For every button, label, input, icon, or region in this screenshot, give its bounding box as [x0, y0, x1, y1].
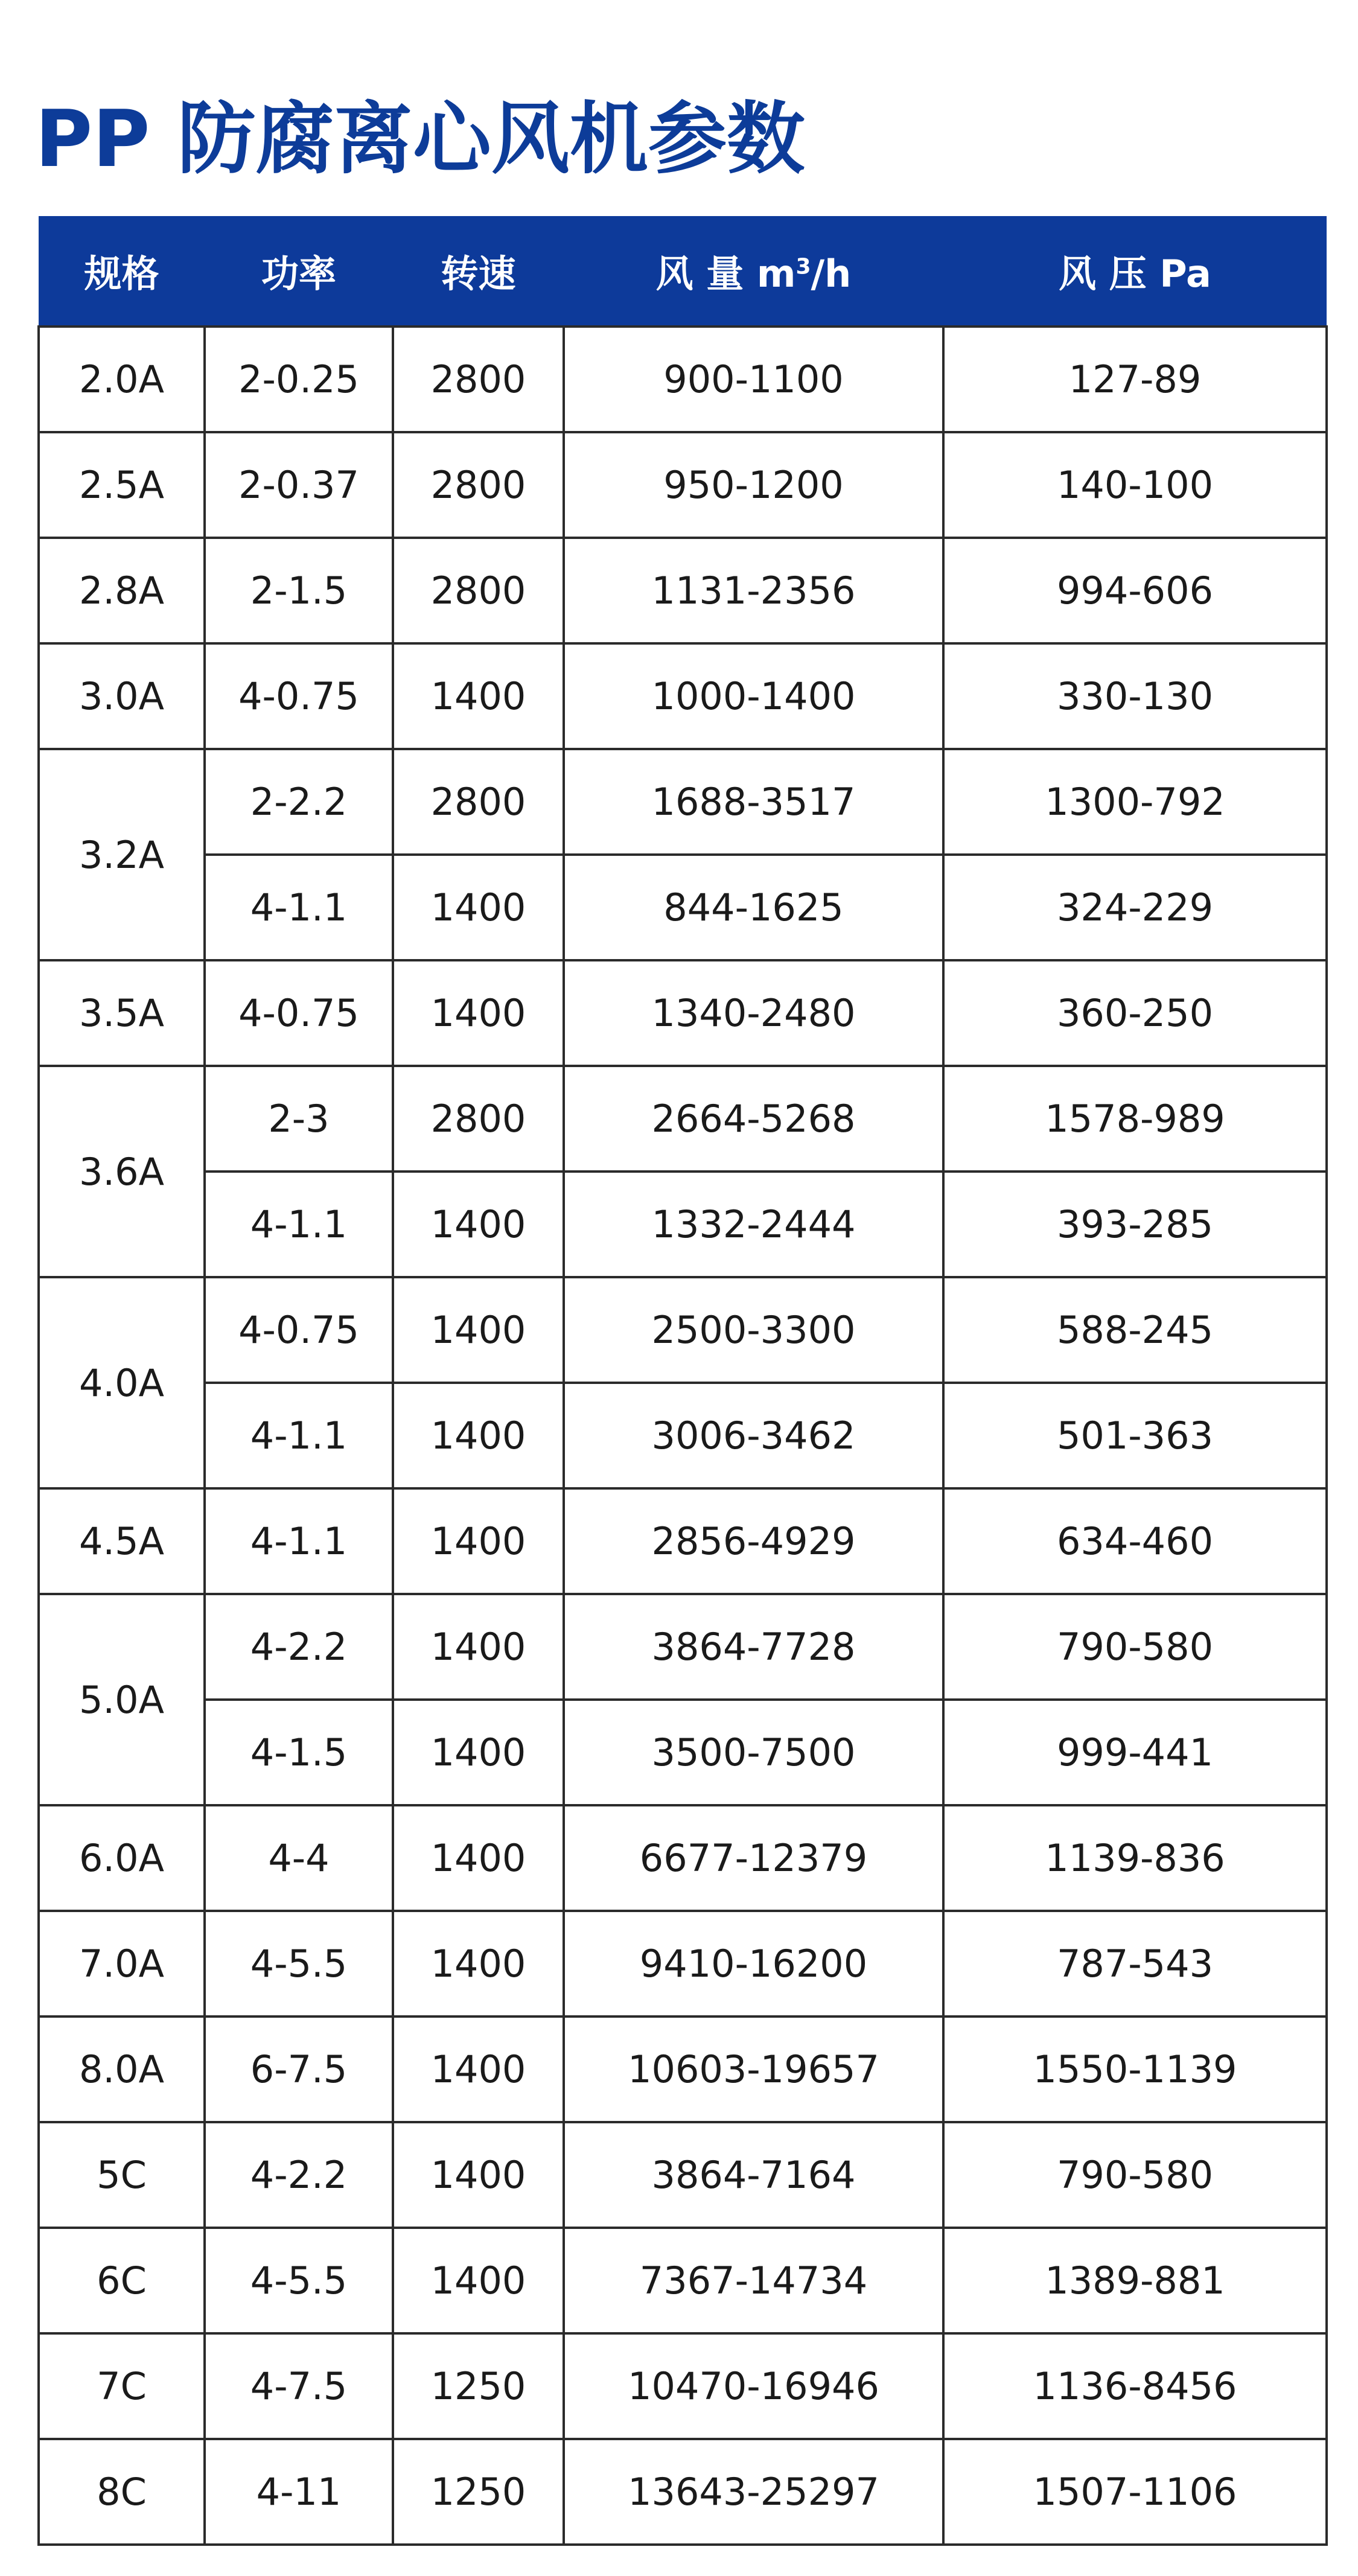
header-power: 功率	[261, 252, 336, 296]
cell-power: 4-11	[205, 2439, 393, 2545]
cell-power: 4-1.1	[205, 855, 393, 960]
cell-airflow: 950-1200	[564, 432, 943, 538]
cell-pressure: 1550-1139	[943, 2016, 1327, 2122]
cell-airflow: 1000-1400	[564, 643, 943, 749]
cell-speed: 1400	[393, 1277, 564, 1383]
cell-airflow: 2664-5268	[564, 1066, 943, 1172]
cell-airflow: 9410-16200	[564, 1911, 943, 2016]
cell-airflow: 3500-7500	[564, 1700, 943, 1805]
cell-airflow: 13643-25297	[564, 2439, 943, 2545]
cell-speed: 1400	[393, 1805, 564, 1911]
cell-pressure: 790-580	[943, 1594, 1327, 1700]
cell-pressure: 787-543	[943, 1911, 1327, 2016]
cell-airflow: 3864-7164	[564, 2122, 943, 2228]
table-row	[39, 749, 1327, 855]
cell-speed: 1400	[393, 2016, 564, 2122]
table-row	[39, 1172, 1327, 1277]
cell-speed: 1400	[393, 1594, 564, 1700]
header-airflow-sup: 3	[795, 254, 811, 279]
table-row	[39, 1805, 1327, 1911]
table-row	[39, 1488, 1327, 1594]
header-spec: 规格	[84, 252, 159, 296]
cell-pressure: 994-606	[943, 538, 1327, 643]
table-row	[39, 432, 1327, 538]
header-airflow-prefix: 风 量 m	[655, 252, 796, 296]
cell-power: 6-7.5	[205, 2016, 393, 2122]
cell-speed: 1400	[393, 1383, 564, 1488]
table-row	[39, 2122, 1327, 2228]
cell-airflow: 2856-4929	[564, 1488, 943, 1594]
cell-spec: 5C	[39, 2122, 205, 2228]
table-row	[39, 1911, 1327, 2016]
cell-pressure: 324-229	[943, 855, 1327, 960]
table-row	[39, 538, 1327, 643]
cell-spec: 8.0A	[39, 2016, 205, 2122]
table-row	[39, 2439, 1327, 2545]
cell-airflow: 900-1100	[564, 327, 943, 432]
cell-spec: 6C	[39, 2228, 205, 2333]
cell-speed: 1400	[393, 1488, 564, 1594]
cell-spec: 4.0A	[39, 1277, 205, 1488]
cell-spec: 6.0A	[39, 1805, 205, 1911]
cell-pressure: 393-285	[943, 1172, 1327, 1277]
header-pressure: 风 压 Pa	[1059, 252, 1211, 296]
cell-speed: 1400	[393, 643, 564, 749]
cell-pressure: 330-130	[943, 643, 1327, 749]
table-row	[39, 1066, 1327, 1172]
fan-parameter-table	[37, 216, 1328, 2546]
header-airflow	[564, 216, 943, 327]
cell-pressure: 1389-881	[943, 2228, 1327, 2333]
cell-speed: 1400	[393, 1700, 564, 1805]
cell-power: 4-5.5	[205, 2228, 393, 2333]
cell-speed: 1400	[393, 2228, 564, 2333]
cell-speed: 1250	[393, 2333, 564, 2439]
table-row	[39, 2016, 1327, 2122]
cell-airflow: 3006-3462	[564, 1383, 943, 1488]
cell-spec: 5.0A	[39, 1594, 205, 1805]
cell-power: 2-0.25	[205, 327, 393, 432]
cell-airflow: 1131-2356	[564, 538, 943, 643]
table-row	[39, 960, 1327, 1066]
cell-power: 2-1.5	[205, 538, 393, 643]
cell-power: 4-1.1	[205, 1488, 393, 1594]
cell-power: 2-2.2	[205, 749, 393, 855]
cell-spec: 2.5A	[39, 432, 205, 538]
table-header	[39, 216, 1327, 327]
cell-pressure: 1139-836	[943, 1805, 1327, 1911]
cell-pressure: 588-245	[943, 1277, 1327, 1383]
cell-airflow: 1688-3517	[564, 749, 943, 855]
table-row	[39, 2333, 1327, 2439]
cell-pressure: 140-100	[943, 432, 1327, 538]
cell-spec: 3.6A	[39, 1066, 205, 1277]
table-row	[39, 1700, 1327, 1805]
cell-speed: 1400	[393, 2122, 564, 2228]
cell-pressure: 790-580	[943, 2122, 1327, 2228]
cell-speed: 2800	[393, 538, 564, 643]
cell-spec: 2.0A	[39, 327, 205, 432]
cell-power: 4-2.2	[205, 1594, 393, 1700]
table-row	[39, 1383, 1327, 1488]
cell-airflow: 10603-19657	[564, 2016, 943, 2122]
cell-power: 4-7.5	[205, 2333, 393, 2439]
table-row	[39, 855, 1327, 960]
table-row	[39, 643, 1327, 749]
cell-spec: 3.5A	[39, 960, 205, 1066]
cell-airflow: 844-1625	[564, 855, 943, 960]
cell-speed: 1400	[393, 1172, 564, 1277]
cell-power: 4-4	[205, 1805, 393, 1911]
cell-speed: 2800	[393, 432, 564, 538]
cell-pressure: 1578-989	[943, 1066, 1327, 1172]
cell-speed: 2800	[393, 749, 564, 855]
cell-power: 4-1.1	[205, 1172, 393, 1277]
cell-pressure: 1136-8456	[943, 2333, 1327, 2439]
cell-pressure: 1300-792	[943, 749, 1327, 855]
table-row	[39, 1277, 1327, 1383]
cell-power: 4-0.75	[205, 643, 393, 749]
cell-spec: 2.8A	[39, 538, 205, 643]
cell-airflow: 1340-2480	[564, 960, 943, 1066]
table-row	[39, 1594, 1327, 1700]
cell-spec: 7C	[39, 2333, 205, 2439]
cell-speed: 1250	[393, 2439, 564, 2545]
cell-spec: 4.5A	[39, 1488, 205, 1594]
cell-speed: 1400	[393, 1911, 564, 2016]
cell-pressure: 127-89	[943, 327, 1327, 432]
cell-airflow: 6677-12379	[564, 1805, 943, 1911]
table-header-row	[39, 216, 1327, 327]
cell-power: 4-0.75	[205, 1277, 393, 1383]
cell-pressure: 501-363	[943, 1383, 1327, 1488]
cell-spec: 3.0A	[39, 643, 205, 749]
cell-power: 2-3	[205, 1066, 393, 1172]
cell-power: 4-5.5	[205, 1911, 393, 2016]
header-airflow-suffix: /h	[811, 252, 852, 296]
cell-power: 4-2.2	[205, 2122, 393, 2228]
cell-pressure: 360-250	[943, 960, 1327, 1066]
table-row	[39, 327, 1327, 432]
cell-airflow: 10470-16946	[564, 2333, 943, 2439]
cell-power: 4-1.1	[205, 1383, 393, 1488]
cell-speed: 1400	[393, 960, 564, 1066]
header-speed: 转速	[441, 252, 516, 296]
cell-speed: 2800	[393, 1066, 564, 1172]
cell-airflow: 1332-2444	[564, 1172, 943, 1277]
cell-speed: 2800	[393, 327, 564, 432]
cell-airflow: 2500-3300	[564, 1277, 943, 1383]
cell-spec: 8C	[39, 2439, 205, 2545]
cell-pressure: 1507-1106	[943, 2439, 1327, 2545]
page-title: PP 防腐离心风机参数	[35, 93, 805, 185]
cell-power: 2-0.37	[205, 432, 393, 538]
cell-power: 4-0.75	[205, 960, 393, 1066]
cell-airflow: 7367-14734	[564, 2228, 943, 2333]
cell-pressure: 999-441	[943, 1700, 1327, 1805]
table-body	[39, 327, 1327, 2545]
cell-spec: 3.2A	[39, 749, 205, 960]
cell-power: 4-1.5	[205, 1700, 393, 1805]
cell-speed: 1400	[393, 855, 564, 960]
cell-airflow: 3864-7728	[564, 1594, 943, 1700]
table-row	[39, 2228, 1327, 2333]
cell-pressure: 634-460	[943, 1488, 1327, 1594]
cell-spec: 7.0A	[39, 1911, 205, 2016]
